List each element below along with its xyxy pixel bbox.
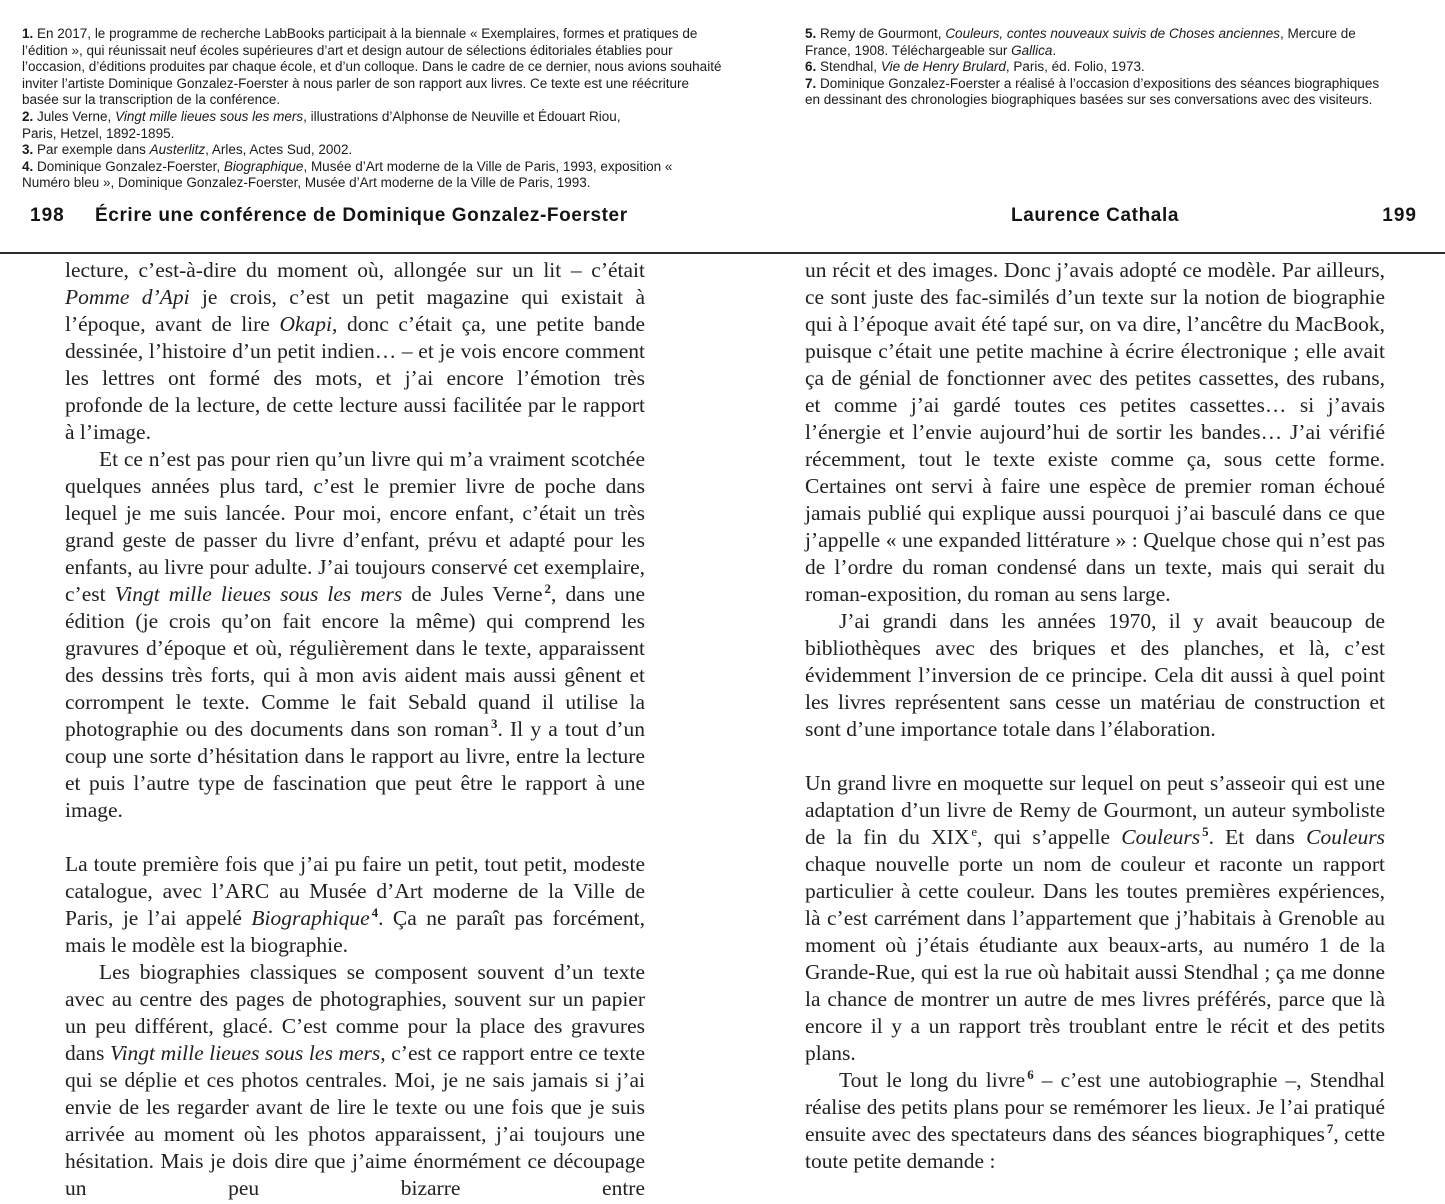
- running-head-right: Laurence Cathala: [1011, 205, 1179, 226]
- paragraph: J’ai grandi dans les années 1970, il y avait beaucoup de bibliothèques avec des briques et des planches, et là, c’est évidemment l’inversion de ce principe. Cela dit aussi à quel point les livres représentent sans cesse un matériau de construction et sont d’une importance totale dans l’élaboration.: [805, 609, 1385, 741]
- text-column-right: [805, 257, 1385, 1175]
- header-rule: [0, 252, 1445, 254]
- footnote: 7. Dominique Gonzalez-Foerster a réalisé à l’occasion d’expositions des séances biographiques en dessinant des chronologies biographiques basées sur ses conversations avec des visiteurs.: [805, 75, 1380, 108]
- paragraph: un récit et des images. Donc j’avais adopté ce modèle. Par ailleurs, ce sont juste des fac-similés d’un texte sur la notion de biographie qui à l’époque avait été tapé sur, on va dire, l’ancêtre du MacBook, puisque c’était une petite machine à écrire électronique ; elle avait ça de génial de fonctionner avec des petites cassettes, des rubans, et comme j’ai gardé toutes ces petites cassettes… si j’avais l’énergie et l’envie aujourd’hui de sortir les bandes… J’ai vérifié récemment, tout le texte existe comme ça, sous cette forme. Certaines ont servi à faire une espèce de premier roman échoué jamais publié qui explique aussi pourquoi j’ai basculé dans ce que j’appelle « une expanded littérature » : Quelque chose qui n’est pas de l’ordre du roman condensé dans un texte, mais qui serait du roman-exposition, du roman au sens large.: [805, 258, 1385, 606]
- paragraph: lecture, c’est-à-dire du moment où, allongée sur un lit – c’était Pomme d’Api je crois, c’est un petit magazine qui existait à l’époque, avant de lire Okapi, donc c’était ça, une petite bande dessinée, l’histoire d’un petit indien… – et je vois encore comment les lettres ont formé des mots, et j’ai encore l’émotion très profonde de la lecture, de cette lecture aussi facilitée par le rapport à l’image.: [65, 258, 645, 444]
- footnote: 6. Stendhal, Vie de Henry Brulard, Paris, éd. Folio, 1973.: [805, 59, 1145, 75]
- paragraph: Et ce n’est pas pour rien qu’un livre qui m’a vraiment scotchée quelques années plus tard, c’est le premier livre de poche dans lequel je me suis lancée. Pour moi, encore enfant, c’était un très grand geste de passer du livre d’enfant, prévu et adapté pour les enfants, au livre pour adulte. J’ai toujours conservé cet exemplaire, c’est Vingt mille lieues sous les mers de Jules Verne $^2$, dans une édition (je crois qu’on fait encore la même) qui comprend les gravures d’époque et où, régulièrement dans le texte, apparaissent des dessins très forts, qui à mon avis aident mais aussi gênent et corrompent le texte. Comme le fait Sebald quand il utilise la photographie ou des documents dans son roman $^3$. Il y a tout d’un coup une sorte d’hésitation dans le rapport au livre, entre la lecture et puis l’autre type de fascination que peut être le rapport à une image.: [65, 447, 645, 822]
- page-number-right: 199: [1382, 205, 1417, 226]
- footnotes-right: [805, 26, 1390, 109]
- footnote: 5. Remy de Gourmont, Couleurs, contes nouveaux suivis de Choses anciennes, Mercure de France, 1908. Téléchargeable sur Gallica.: [805, 26, 1356, 58]
- footnote: 1. En 2017, le programme de recherche LabBooks participait à la biennale « Exemplaires, formes et pratiques de l’édition », qui réunissait neuf écoles supérieures d’art et design autour de sélections éditoriales établies pour l’occasion, d’éditions produites par chaque école, et d’un colloque. Dans le cadre de ce dernier, nous avions souhaité inviter l’artiste Dominique Gonzalez-Foerster à nous parler de son rapport aux livres. Ce texte est une réécriture basée sur la transcription de la conférence.: [22, 26, 722, 108]
- text-column-left: [65, 257, 645, 1202]
- paragraph: Tout le long du livre $^6$ – c’est une autobiographie –, Stendhal réalise des petits plans pour se remémorer les lieux. Je l’ai pratiqué ensuite avec des spectateurs dans des séances biographiques $^7$, cette toute petite demande :: [805, 1067, 1385, 1173]
- paragraph: Un grand livre en moquette sur lequel on peut s’asseoir qui est une adaptation d’un livre de Remy de Gourmont, un auteur symboliste de la fin du XIX $^e$, qui s’appelle Couleurs $^5$. Et dans Couleurs chaque nouvelle porte un nom de couleur et raconte un rapport particulier à cette couleur. Dans les toutes premières expériences, là c’est carrément dans l’appartement que j’habitais à Grenoble au moment où j’étais étudiante aux beaux-arts, au numéro 1 de la Grande-Rue, qui est la rue où habitait aussi Stendhal ; ça me donne la chance de montrer un autre de mes livres préférés, parce que là encore il y a un rapport très troublant entre le récit et des petits plans.: [805, 771, 1386, 1065]
- footnote: 2. Jules Verne, Vingt mille lieues sous les mers, illustrations d’Alphonse de Neuville et Édouart Riou, Paris, Hetzel, 1892-1895.: [22, 108, 621, 141]
- paragraph: Les biographies classiques se composent souvent d’un texte avec au centre des pages de photographies, souvent sur un papier un peu différent, glacé. C’est comme pour la place des gravures dans Vingt mille lieues sous les mers, c’est ce rapport entre ce texte qui se déplie et ces photos centrales. Moi, je ne sais jamais si j’ai envie de les regarder avant de lire le texte ou une fois que je suis arrivée au moment où les photos apparaissent, j’ai toujours une hésitation. Mais je dois dire que j’aime énormément ce découpage un peu bizarre entre: [65, 960, 645, 1200]
- footnote: 4. Dominique Gonzalez-Foerster, Biographique, Musée d’Art moderne de la Ville de Paris, 1993, exposition « Numéro bleu », Dominique Gonzalez-Foerster, Musée d’Art moderne de la Ville de Paris, 1993.: [22, 158, 673, 191]
- paragraph: La toute première fois que j’ai pu faire un petit, tout petit, modeste catalogue, avec l’ARC au Musée d’Art moderne de la Ville de Paris, je l’ai appelé Biographique $^4$. Ça ne paraît pas forcément, mais le modèle est la biographie.: [65, 852, 645, 957]
- footnote: 3. Par exemple dans Austerlitz, Arles, Actes Sud, 2002.: [22, 142, 353, 158]
- running-head-left: Écrire une conférence de Dominique Gonzalez-Foerster: [95, 205, 628, 226]
- page-number-left: 198: [30, 205, 65, 226]
- footnotes-left: [22, 26, 722, 192]
